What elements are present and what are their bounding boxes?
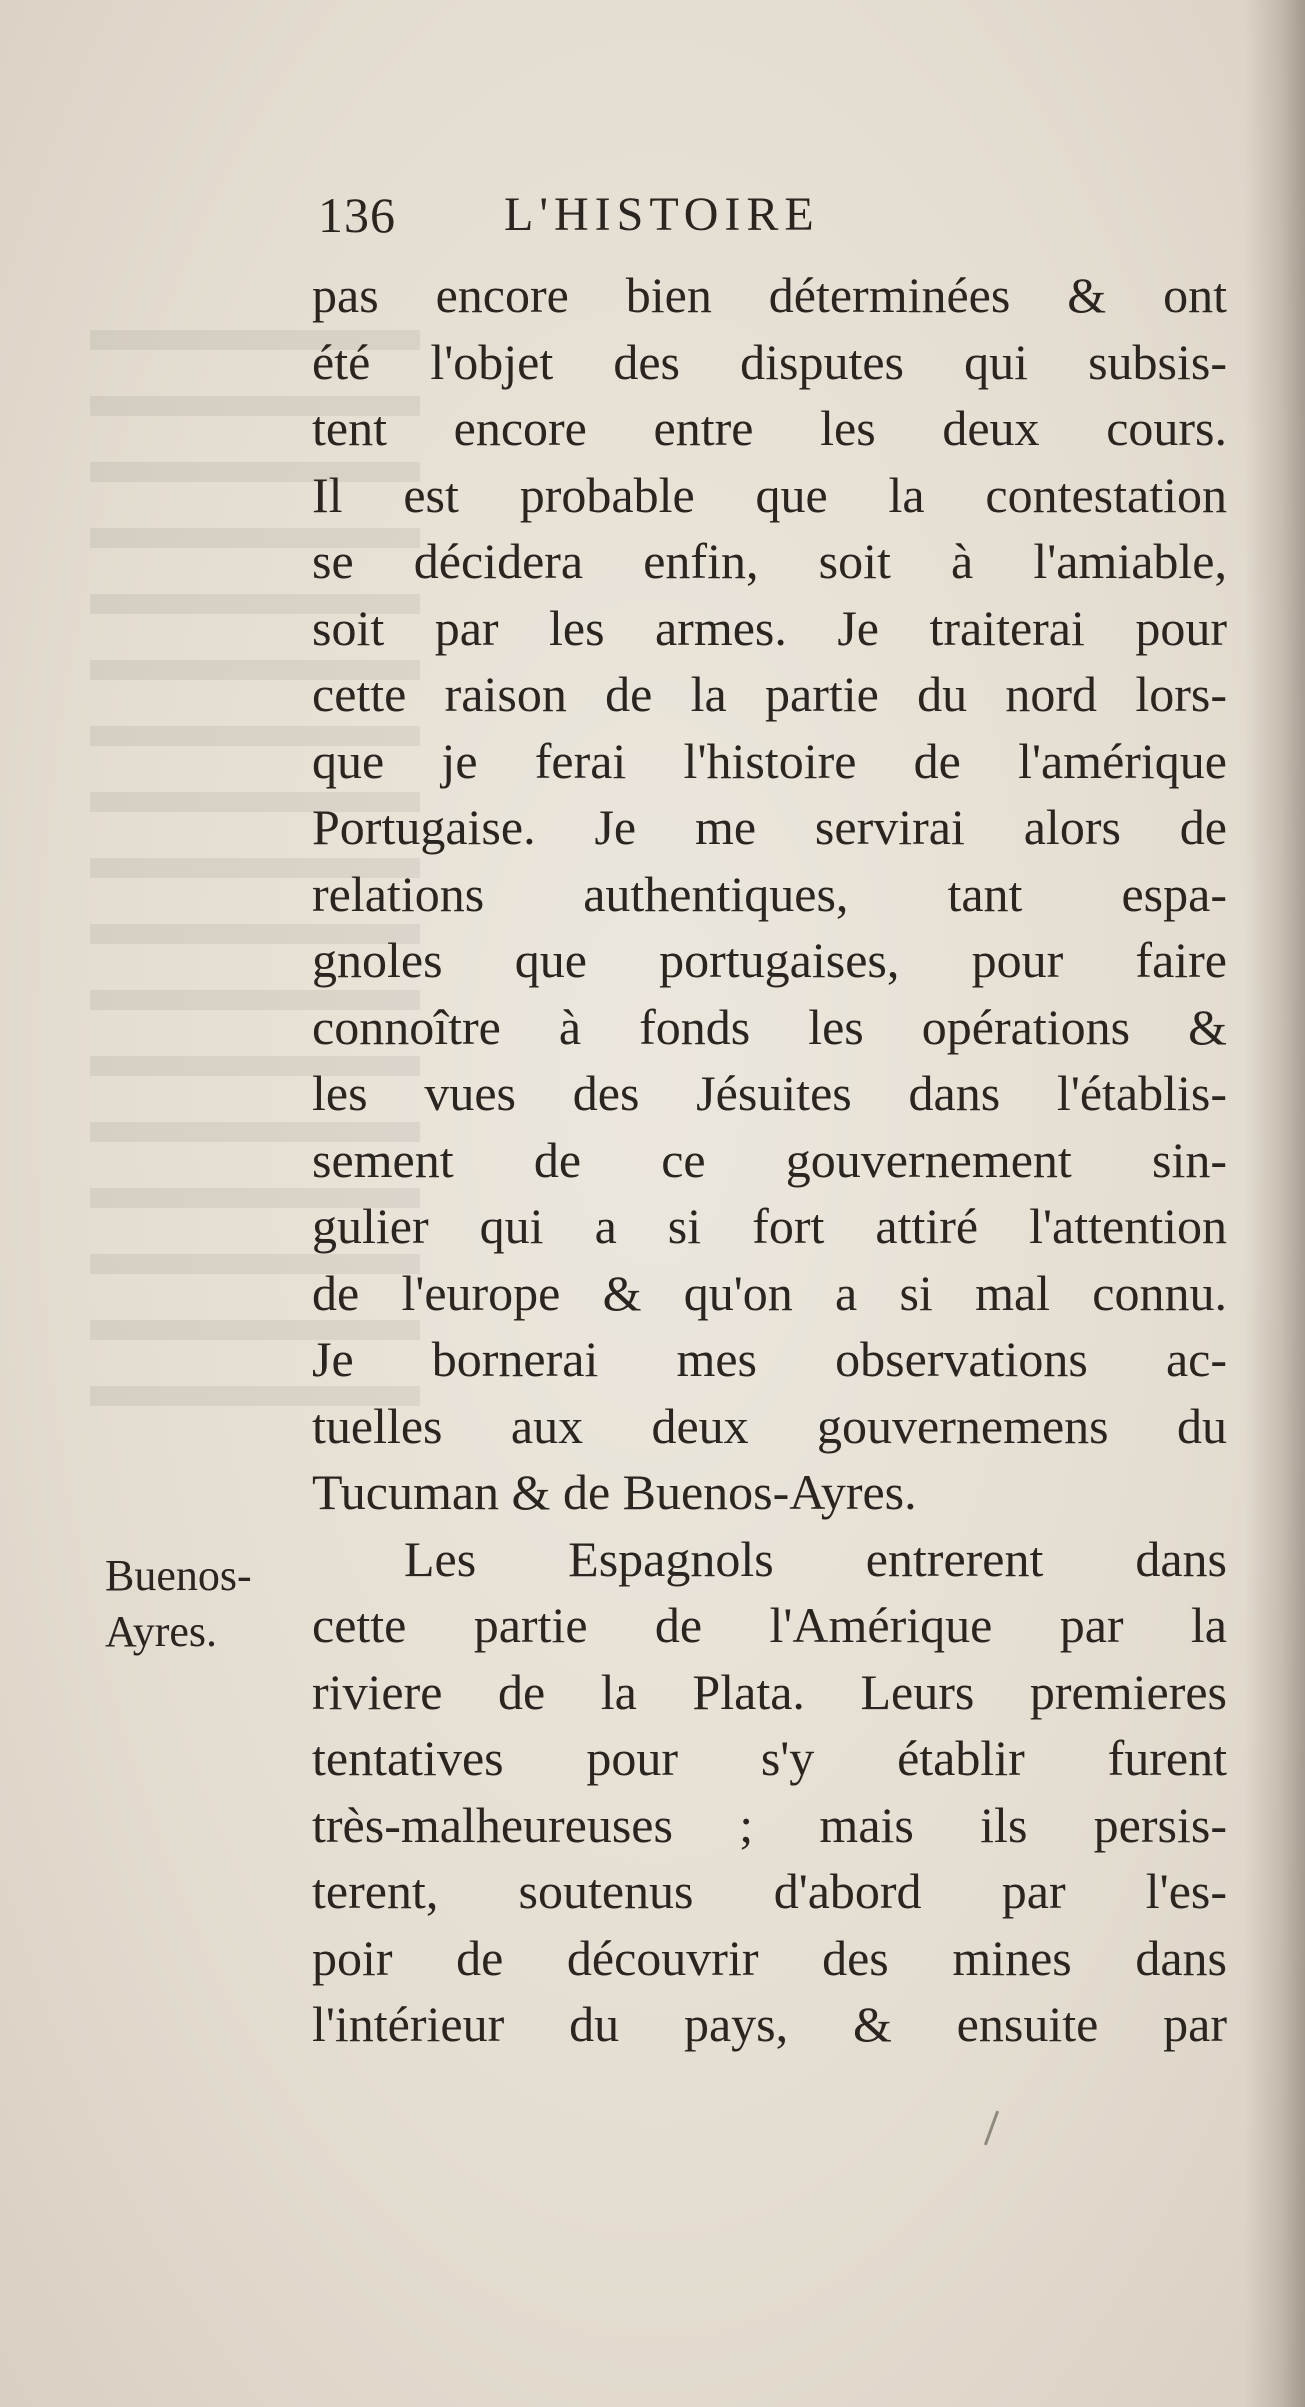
text-line: terent, soutenus d'abord par l'es- xyxy=(312,1863,1227,1919)
text-line: les vues des Jésuites dans l'établis- xyxy=(312,1065,1227,1121)
text-line: l'intérieur du pays, & ensuite par xyxy=(312,1996,1227,2052)
text-line: Tucuman & de Buenos-Ayres. xyxy=(312,1464,917,1520)
page-number: 136 xyxy=(318,187,396,243)
text-line: Je bornerai mes observations ac- xyxy=(312,1331,1227,1387)
marginal-note-line: Ayres. xyxy=(105,1607,218,1656)
text-line: cette partie de l'Amérique par la xyxy=(312,1597,1227,1653)
running-head: L'HISTOIRE xyxy=(504,188,820,241)
text-line: été l'objet des disputes qui subsis- xyxy=(312,333,1227,390)
text-line: tuelles aux deux gouvernemens du xyxy=(312,1397,1227,1454)
text-line: très-malheureuses ; mais ils persis- xyxy=(312,1796,1227,1853)
page-header xyxy=(318,180,1078,250)
text-line: riviere de la Plata. Leurs premieres xyxy=(312,1663,1227,1720)
text-line: soit par les armes. Je traiterai pour xyxy=(312,599,1227,656)
text-line: gnoles que portugaises, pour faire xyxy=(312,932,1227,988)
body-text xyxy=(312,262,1227,2058)
ink-mark xyxy=(984,2111,999,2146)
text-line: se décidera enfin, soit à l'amiable, xyxy=(312,533,1227,589)
marginal-note-line: Buenos- xyxy=(105,1551,252,1600)
text-line: tentatives pour s'y établir furent xyxy=(312,1730,1227,1786)
spine-shadow xyxy=(1245,0,1305,2407)
marginal-note xyxy=(105,1548,315,1660)
text-line: gulier qui a si fort attiré l'attention xyxy=(312,1198,1227,1254)
text-line: Portugaise. Je me servirai alors de xyxy=(312,799,1227,855)
text-line-paragraph-start: Les Espagnols entrerent dans xyxy=(404,1530,1227,1587)
text-line: tent encore entre les deux cours. xyxy=(312,400,1227,456)
text-line: de l'europe & qu'on a si mal connu. xyxy=(312,1264,1227,1321)
text-line: relations authentiques, tant espa- xyxy=(312,865,1227,922)
text-line: Il est probable que la contestation xyxy=(312,466,1227,523)
text-line: connoître à fonds les opérations & xyxy=(312,998,1227,1055)
text-line: cette raison de la partie du nord lors- xyxy=(312,666,1227,722)
text-line: pas encore bien déterminées & ont xyxy=(312,267,1227,323)
text-line: que je ferai l'histoire de l'amérique xyxy=(312,732,1227,789)
text-line: poir de découvrir des mines dans xyxy=(312,1929,1227,1986)
text-line: sement de ce gouvernement sin- xyxy=(312,1131,1227,1188)
